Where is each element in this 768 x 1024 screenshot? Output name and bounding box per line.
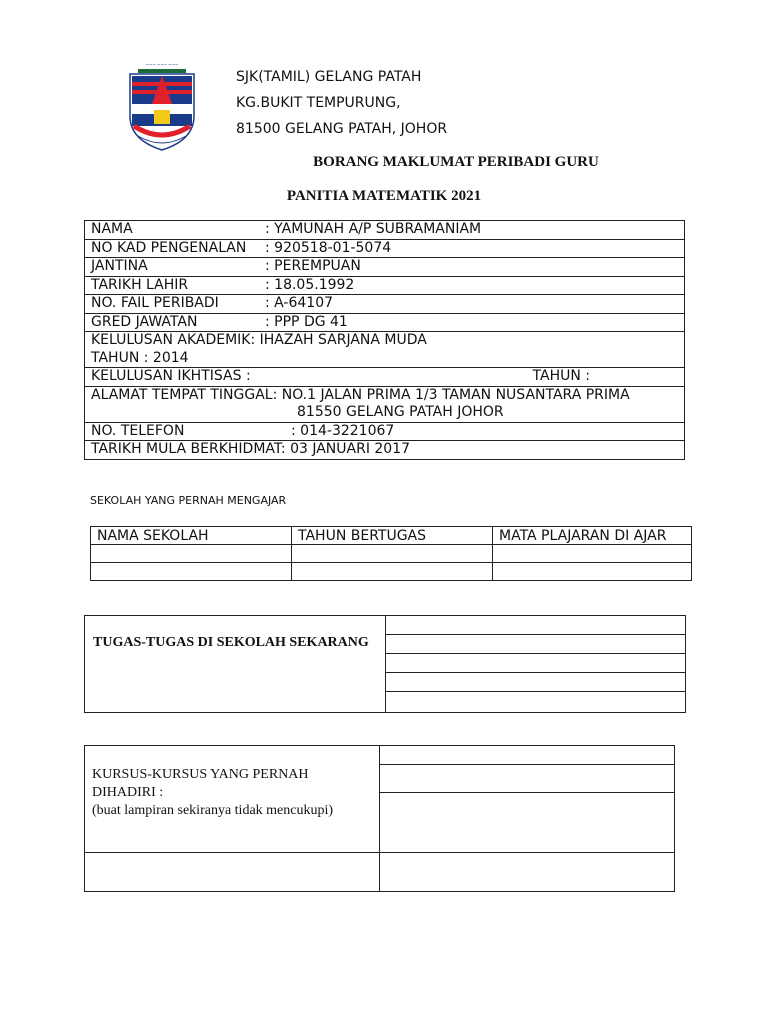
info-row-akademik [85, 332, 685, 368]
table-cell[interactable] [292, 545, 493, 563]
svg-text:~~~ ~~~ ~~~: ~~~ ~~~ ~~~ [145, 62, 179, 67]
school-name: SJK(TAMIL) GELANG PATAH [236, 69, 422, 85]
info-row-ikhtisas [85, 368, 685, 387]
ic-label: NO KAD PENGENALAN [91, 239, 247, 256]
table-row [91, 563, 692, 581]
alamat-line-2: 81550 GELANG PATAH JOHOR [297, 404, 504, 420]
ikhtisas-tahun: TAHUN : [532, 368, 590, 384]
gred-label: GRED JAWATAN [91, 313, 198, 330]
jantina-value: : PEREMPUAN [265, 258, 361, 274]
alamat-line-1: ALAMAT TEMPAT TINGGAL: NO.1 JALAN PRIMA 1/3 TAMAN NUSANTARA PRIMA [91, 386, 630, 403]
jantina-label: JANTINA [91, 258, 148, 274]
table-row [91, 545, 692, 563]
fail-label: NO. FAIL PERIBADI [91, 295, 219, 311]
kursus-label-cell [92, 766, 352, 820]
form-title: BORANG MAKLUMAT PERIBADI GURU [313, 154, 599, 170]
akademik-line: KELULUSAN AKADEMIK: IHAZAH SARJANA MUDA [91, 332, 427, 348]
kursus-box [84, 745, 675, 892]
info-row-lahir [85, 276, 685, 295]
tugas-entry-divider [385, 672, 685, 673]
info-row-ic [85, 239, 685, 258]
tugas-entry-divider [385, 634, 685, 635]
sekolah-table [90, 526, 692, 581]
table-cell[interactable] [493, 545, 692, 563]
info-row-gred [85, 313, 685, 332]
tugas-box [84, 615, 686, 713]
info-row-mula [85, 441, 685, 460]
kursus-label: KURSUS-KURSUS YANG PERNAH DIHADIRI : [92, 767, 309, 800]
info-row-jantina [85, 258, 685, 277]
mula-line: TARIKH MULA BERKHIDMAT: 03 JANUARI 2017 [91, 441, 411, 457]
kursus-note: (buat lampiran sekiranya tidak mencukupi) [92, 803, 334, 818]
lahir-value: : 18.05.1992 [265, 276, 355, 293]
telefon-label: NO. TELEFON [91, 422, 185, 439]
kursus-row-divider [85, 852, 674, 853]
table-cell[interactable] [493, 563, 692, 581]
school-crest-icon [124, 60, 200, 152]
telefon-value: : 014-3221067 [291, 422, 395, 439]
kursus-column-divider [379, 746, 380, 891]
school-address-line-2: 81500 GELANG PATAH, JOHOR [236, 121, 448, 137]
table-cell[interactable] [91, 545, 292, 563]
personal-info-table [84, 220, 685, 460]
tugas-label-cell [85, 616, 386, 712]
nama-value: : YAMUNAH A/P SUBRAMANIAM [265, 221, 482, 237]
info-row-telefon [85, 422, 685, 441]
kursus-entry-divider [379, 764, 674, 765]
column-header-mata-pelajaran: MATA PLAJARAN DI AJAR [493, 527, 692, 545]
ic-value: : 920518-01-5074 [265, 239, 392, 256]
nama-label: NAMA [91, 221, 133, 237]
ikhtisas-label: KELULUSAN IKHTISAS : [91, 368, 251, 384]
tugas-entry-divider [385, 691, 685, 692]
sekolah-header-row [91, 527, 692, 545]
gred-value: : PPP DG 41 [265, 313, 348, 330]
table-cell[interactable] [292, 563, 493, 581]
school-address-line-1: KG.BUKIT TEMPURUNG, [236, 95, 401, 111]
lahir-label: TARIKH LAHIR [91, 276, 189, 293]
akademik-tahun: TAHUN : 2014 [91, 349, 189, 366]
tugas-label: TUGAS-TUGAS DI SEKOLAH SEKARANG [93, 635, 369, 650]
sekolah-section-heading: SEKOLAH YANG PERNAH MENGAJAR [90, 494, 287, 507]
school-header [236, 64, 447, 142]
form-subtitle: PANITIA MATEMATIK 2021 [286, 188, 482, 204]
tugas-entry-divider [385, 653, 685, 654]
table-cell[interactable] [91, 563, 292, 581]
info-row-alamat [85, 386, 685, 422]
fail-value: : A-64107 [265, 295, 334, 311]
info-row-nama [85, 221, 685, 240]
column-header-nama-sekolah: NAMA SEKOLAH [91, 527, 292, 545]
info-row-fail [85, 295, 685, 314]
column-header-tahun-bertugas: TAHUN BERTUGAS [292, 527, 493, 545]
kursus-entry-divider [379, 792, 674, 793]
